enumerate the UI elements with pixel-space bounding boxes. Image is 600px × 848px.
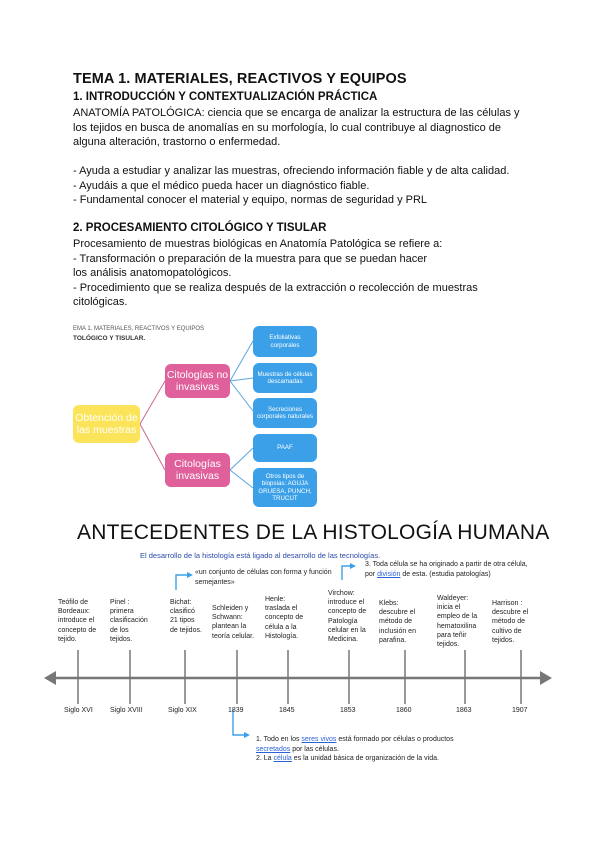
year-1845: 1845 [279, 707, 295, 714]
year-siglo-xvi: Siglo XVI [64, 707, 93, 714]
year-siglo-xviii: Siglo XVIII [110, 707, 143, 714]
event-waldeyer: Waldeyer: inicia el empleo de la hematoxilina para teñir tejidos. [437, 595, 478, 649]
year-1853: 1853 [340, 707, 356, 714]
year-siglo-xix: Siglo XIX [168, 707, 197, 714]
diagram-caption-line-1: EMA 1. MATERIALES, REACTIVOS Y EQUIPOS [73, 326, 205, 332]
cell-definition-note: «un conjunto de células con forma y función semejantes» [195, 569, 332, 586]
section1-bullet-1: - Ayuda a estudiar y analizar las muestras, ofreciendo información fiable y de alta calidad. [73, 165, 510, 177]
section2-bullet-2: - Procedimiento que se realiza después de la extracción o recolección de muestras citológicas. [73, 281, 478, 309]
section2-bullet-1-line-2: los análisis anatomopatológicos. [73, 267, 232, 279]
section1-heading: 1. INTRODUCCIÓN Y CONTEXTUALIZACIÓN PRÁCTICA [73, 91, 378, 103]
celula-link[interactable]: célula [273, 755, 292, 762]
theory-note-1-text-a: 1. Todo en los [256, 736, 300, 743]
event-henle: Henle: traslada el concepto de célula a la Histología. [265, 596, 304, 640]
event-pinel: Pinel : primera clasificación de los tejidos. [110, 599, 148, 643]
virchow-note-link[interactable]: división [377, 570, 401, 578]
diagram-leaf-other-biopsies: Otros tipos de biopsias: AGUJA GRUESA, PUNCH, TRUCUT [253, 468, 317, 507]
section1-bullet-3: - Fundamental conocer el material y equipo, normas de seguridad y PRL [73, 194, 428, 206]
theory-note-1 [256, 735, 486, 754]
timeline-subtitle: El desarrollo de la histología está ligado al desarrollo de las tecnologías. [140, 551, 381, 560]
event-harrison: Harrison : descubre el método de cultivo de tejidos. [492, 600, 529, 644]
seres-vivos-link[interactable]: seres vivos [301, 736, 337, 743]
diagram-leaf-exfoliative: Exfoliativas corporales [253, 326, 317, 357]
diagram-leaf-secretions: Secreciones corporales naturales [253, 398, 317, 428]
event-klebs: Klebs: descubre el método de inclusión en parafina. [379, 600, 416, 644]
timeline-title: ANTECEDENTES DE LA HISTOLOGÍA HUMANA [77, 521, 550, 544]
year-1907: 1907 [512, 707, 528, 714]
secretados-link[interactable]: secretados [256, 745, 291, 753]
virchow-note-text-b: de esta. (estudia patologías) [402, 570, 491, 578]
event-teofilo: Teófilo de Bordeaux: introduce el concepto de tejido. [58, 599, 97, 643]
page-title: TEMA 1. MATERIALES, REACTIVOS Y EQUIPOS [73, 71, 407, 87]
virchow-note [365, 560, 535, 579]
event-schleiden-schwann: Schleiden y Schwann: plantean la teoría celular. [212, 605, 255, 640]
diagram-leaf-paaf: PAAF [253, 434, 317, 462]
year-1863: 1863 [456, 707, 472, 714]
year-1860: 1860 [396, 707, 412, 714]
section1-bullet-2: - Ayudáis a que el médico pueda hacer un diagnóstico fiable. [73, 179, 370, 192]
diagram-root-node: Obtención de las muestras [73, 405, 140, 443]
theory-note-1-text-c: por las células. [292, 745, 339, 753]
theory-note-2-text-a: 2. La [256, 755, 272, 762]
theory-note-1-text-b: está formado por células o productos [338, 736, 454, 743]
section2-bullet-1-line-1: - Transformación o preparación de la muestra para que se puedan hacer [73, 252, 428, 265]
diagram-invasive-node: Citologías invasivas [165, 453, 230, 487]
diagram-leaf-desquamated: Muestras de células descamadas [253, 363, 317, 393]
theory-note-2-text-b: es la unidad básica de organización de la vida. [293, 755, 439, 762]
virchow-note-text-a: 3. Toda célula se ha originado a partir de otra célula, por [365, 561, 528, 578]
year-1839: 1839 [228, 707, 244, 714]
theory-note-2 [256, 754, 516, 764]
event-bichat: Bichat: clasificó 21 tipos de tejidos. [170, 599, 202, 634]
diagram-caption-line-2: TOLÓGICO Y TISULAR. [73, 335, 146, 342]
section2-heading: 2. PROCESAMIENTO CITOLÓGICO Y TISULAR [73, 222, 327, 234]
diagram-non-invasive-node: Citologías no invasivas [165, 364, 230, 398]
section2-intro: Procesamiento de muestras biológicas en Anatomía Patológica se refiere a: [73, 238, 443, 250]
section1-definition: ANATOMÍA PATOLÓGICA: ciencia que se encarga de analizar la estructura de las células y los tejidos en busca de anomalías en su morfología, lo cual contribuye al diagnostico de alguna alteración, trastorno o enfermedad. [73, 107, 520, 149]
event-virchow: Virchow: introduce el concepto de Patología celular en la Medicina. [328, 590, 367, 644]
